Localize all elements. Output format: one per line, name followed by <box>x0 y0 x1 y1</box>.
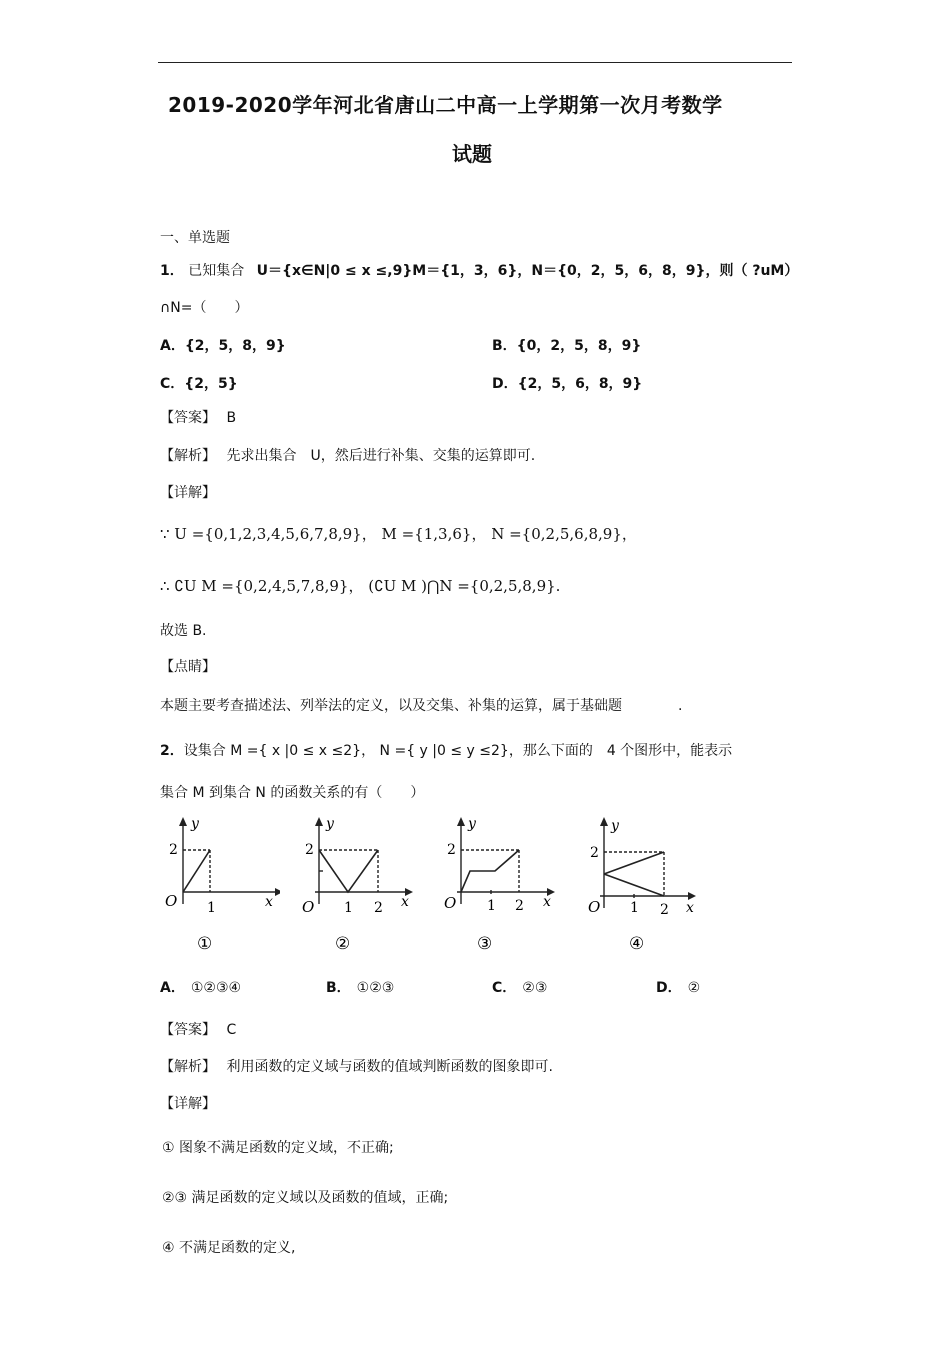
graph-1-x-label: x <box>265 894 273 910</box>
graph-2-x-label: x <box>401 894 409 910</box>
q1-stem-a: 已知集合 <box>188 263 245 279</box>
q2-option-d-label: D． <box>656 980 682 996</box>
graph-2-origin: O <box>302 898 315 916</box>
graph-3-x-label: x <box>543 894 551 910</box>
q2-analysis-text: 利用函数的定义域与函数的值域判断函数的图象即可. <box>226 1059 553 1075</box>
top-rule <box>158 62 792 63</box>
q1-option-b-text: {0，2，5，8，9} <box>516 338 642 354</box>
q1-detail-line2: ∴ ∁U M ={0,2,4,5,7,8,9}， (∁U M )⋂N ={0,2,5,8,9}. <box>160 577 561 595</box>
q1-stem-line2: ∩N=（ ） <box>160 300 249 316</box>
q2-stem-line1 <box>160 740 732 760</box>
graph-2-tick-2: 2 <box>305 842 314 858</box>
q1-conclusion: 故选 B. <box>160 623 207 639</box>
q2-detail-2: ②③ 满足函数的定义域以及函数的值域，正确; <box>162 1190 449 1206</box>
graph-2-tick-1: 1 <box>344 900 353 916</box>
graph-4 <box>582 812 707 957</box>
graph-4-tick-2: 2 <box>590 845 599 861</box>
q2-option-a-text: ①②③④ <box>190 980 242 996</box>
graph-2-y-label: y <box>326 816 334 832</box>
q1-analysis-text: 先求出集合 U，然后进行补集、交集的运算即可. <box>226 448 536 464</box>
q2-stem-line2: 集合 M 到集合 N 的函数关系的有（ ） <box>160 785 425 801</box>
graph-3-tick-1: 1 <box>487 898 496 914</box>
graph-1-tick-2: 2 <box>169 842 178 858</box>
graph-4-tick-1: 1 <box>630 900 639 916</box>
graph-1 <box>155 812 280 957</box>
graph-1-tick-1: 1 <box>207 900 216 916</box>
q2-option-c-label: C． <box>492 980 517 996</box>
q1-analysis <box>160 445 535 465</box>
q1-option-a <box>160 335 286 355</box>
q1-answer-tag: 【答案】 <box>160 410 216 426</box>
q2-option-d <box>656 977 700 997</box>
q1-option-b-label: B． <box>492 338 517 354</box>
q1-analysis-tag: 【解析】 <box>160 448 216 464</box>
q1-option-b <box>492 335 641 355</box>
q1-detail-tag: 【详解】 <box>160 485 216 501</box>
q1-option-c <box>160 373 238 393</box>
q1-detail-line1: ∵ U ={0,1,2,3,4,5,6,7,8,9}， M ={1,3,6}， N ={0,2,5,6,8,9}， <box>160 525 637 543</box>
q1-option-a-text: {2，5，8，9} <box>184 338 286 354</box>
graph-1-origin: O <box>165 892 178 910</box>
q2-option-a <box>160 977 241 997</box>
graph-4-number: ④ <box>629 934 645 954</box>
q2-detail-3: ④ 不满足函数的定义, <box>162 1240 296 1256</box>
q2-detail-tag: 【详解】 <box>160 1096 216 1112</box>
q1-number: 1． <box>160 263 184 279</box>
graph-4-origin: O <box>588 898 601 916</box>
graph-3-number: ③ <box>477 934 493 954</box>
graph-2-number: ② <box>335 934 351 954</box>
q2-option-a-label: A． <box>160 980 185 996</box>
graph-1-y-label: y <box>191 816 199 832</box>
q1-option-a-label: A． <box>160 338 185 354</box>
q1-stem-b: U＝{x∈N|0 ≤ x ≤,9}M＝{1，3，6}，N＝{0，2，5，6，8，9}，则（ ? <box>256 263 761 279</box>
q1-stem <box>160 260 798 280</box>
graph-2 <box>293 812 423 957</box>
paper-title-line2: 试题 <box>452 142 492 166</box>
graph-4-curve-lower <box>604 874 664 896</box>
graph-3-curve <box>461 850 519 892</box>
q1-option-d-text: {2，5，6，8，9} <box>517 376 643 392</box>
q1-option-d-label: D． <box>492 376 518 392</box>
q2-analysis-tag: 【解析】 <box>160 1059 216 1075</box>
q1-answer-value: B <box>226 410 237 426</box>
q2-analysis <box>160 1056 553 1076</box>
q2-detail-1: ① 图象不满足函数的定义域，不正确; <box>162 1140 394 1156</box>
q1-option-c-text: {2，5} <box>184 376 238 392</box>
q2-option-d-text: ② <box>687 980 701 996</box>
graph-3-origin: O <box>444 894 457 912</box>
graph-4-x-label: x <box>686 900 694 916</box>
graph-3-y-label: y <box>468 816 476 832</box>
q2-stem-line1-text: 设集合 M ={ x |0 ≤ x ≤2}， N ={ y |0 ≤ y ≤2}，那么下面的 4 个图形中，能表示 <box>183 743 733 759</box>
q1-comment: 本题主要考查描述法、列举法的定义，以及交集、补集的运算，属于基础题 . <box>160 698 683 714</box>
graph-1-number: ① <box>197 934 213 954</box>
section-heading: 一、单选题 <box>160 230 230 246</box>
q2-option-b <box>326 977 394 997</box>
q2-option-b-text: ①②③ <box>356 980 395 996</box>
q2-answer <box>160 1019 236 1039</box>
q1-answer <box>160 407 236 427</box>
graph-2-tick-2x: 2 <box>374 900 383 916</box>
graph-1-curve <box>183 850 210 892</box>
graph-4-y-label: y <box>611 818 619 834</box>
graph-3-tick-2: 2 <box>447 842 456 858</box>
q1-comment-tag: 【点睛】 <box>160 659 216 675</box>
q2-answer-tag: 【答案】 <box>160 1022 216 1038</box>
q2-option-c-text: ②③ <box>522 980 548 996</box>
q2-number: 2． <box>160 743 184 759</box>
graph-3 <box>437 812 567 957</box>
q2-option-c <box>492 977 547 997</box>
q2-answer-value: C <box>226 1022 237 1038</box>
q2-option-b-label: B． <box>326 980 351 996</box>
graph-4-tick-2x: 2 <box>660 902 669 918</box>
q1-option-d <box>492 373 642 393</box>
graph-3-tick-2x: 2 <box>515 898 524 914</box>
graph-4-curve-upper <box>604 852 664 874</box>
q1-option-c-label: C． <box>160 376 185 392</box>
q1-stem-c: uM） <box>760 263 799 279</box>
paper-title-line1: 2019-2020学年河北省唐山二中高一上学期第一次月考数学 <box>168 93 723 117</box>
graph-2-curve <box>319 850 378 892</box>
